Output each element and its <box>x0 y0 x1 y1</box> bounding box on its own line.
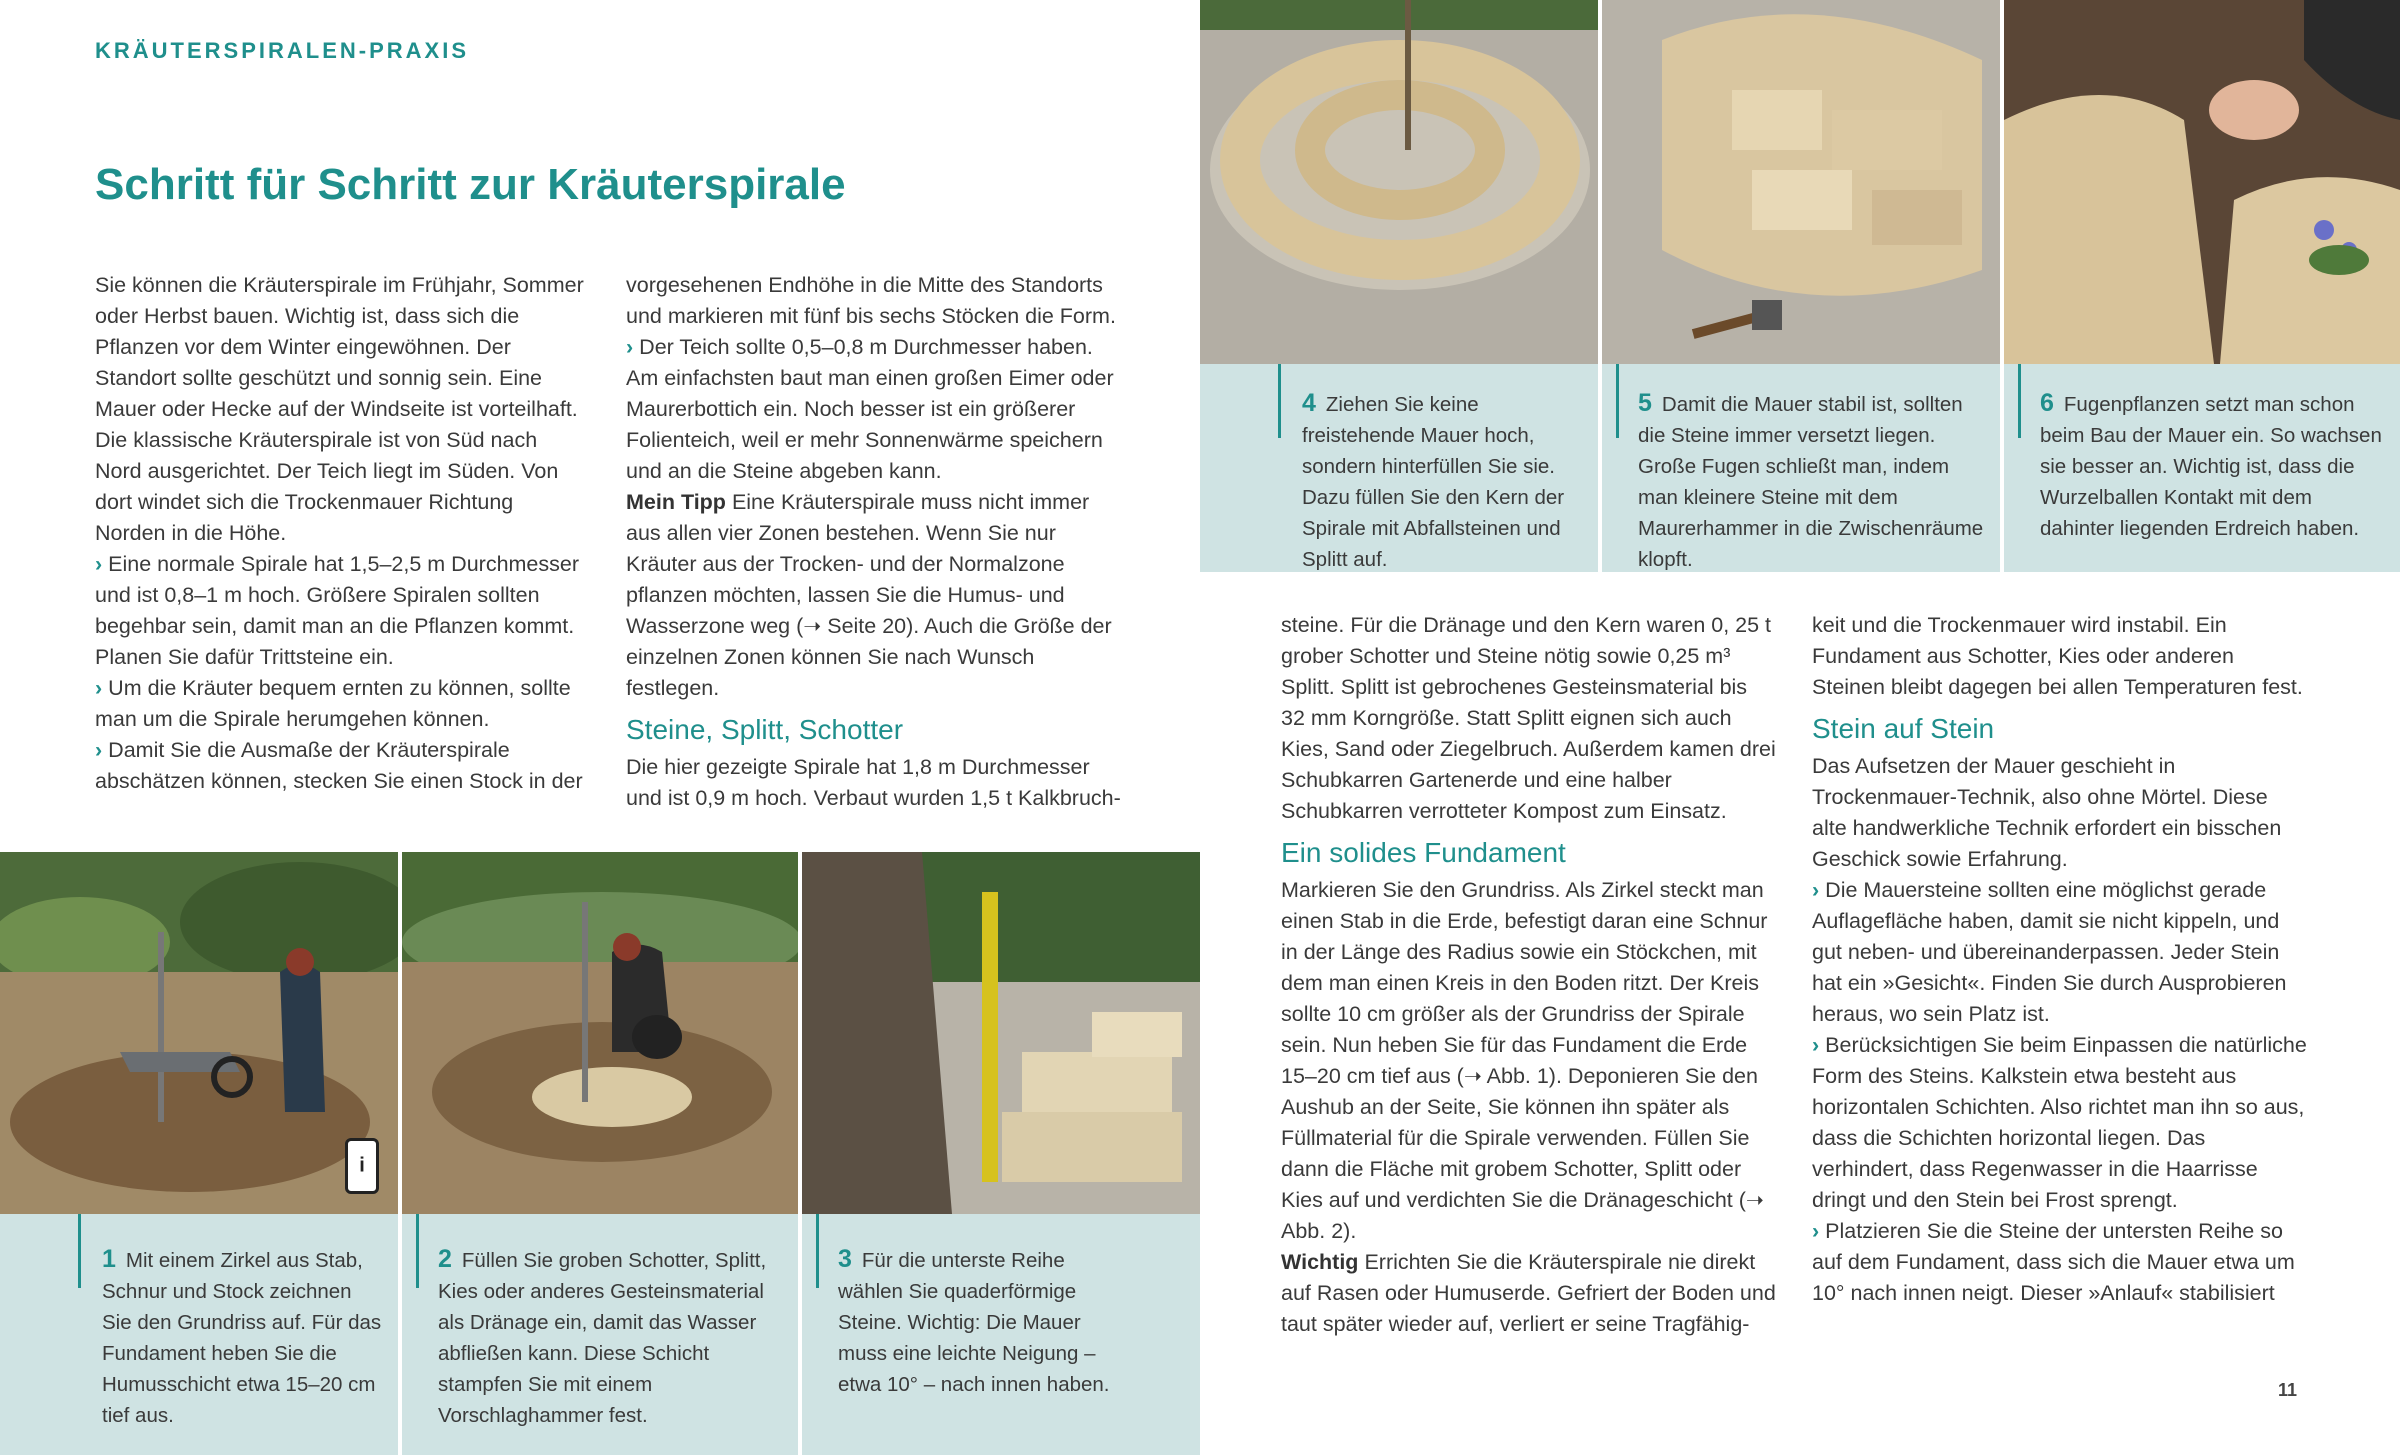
text-column-left-1 <box>95 270 585 797</box>
chevron-right-icon: › <box>95 552 103 576</box>
bullet-item: › Damit Sie die Ausmaße der Kräuterspirale abschätzen können, stecken Sie einen Stock in der <box>95 738 583 793</box>
caption-step-3: 3 Für die unterste Reihe wählen Sie quaderförmige Steine. Wichtig: Die Mauer muss eine leichte Neigung – etwa 10° – nach innen haben. <box>802 1214 1200 1455</box>
paragraph: steine. Für die Dränage und den Kern waren 0, 25 t grober Schotter und Steine nötig sowie 0,25 m³ Splitt. Splitt ist gebrochenes Gesteinsmaterial bis 32 mm Korngröße. Statt Splitt eignen sich auch Kies, Sand oder Ziegelbruch. Außerdem kamen drei Schubkarren Gartenerde und eine halber Schubkarren verrotteter Kompost zum Einsatz. <box>1281 613 1776 823</box>
paragraph: keit und die Trockenmauer wird instabil. Ein Fundament aus Schotter, Kies oder anderen Steinen bleibt dagegen bei allen Temperaturen fest. <box>1812 613 2303 699</box>
warning-label: Wichtig <box>1281 1250 1359 1274</box>
paragraph: Die hier gezeigte Spirale hat 1,8 m Durchmesser und ist 0,9 m hoch. Verbaut wurden 1,5 t Kalkbruch- <box>626 755 1121 810</box>
paragraph: Sie können die Kräuterspirale im Frühjahr, Sommer oder Herbst bauen. Wichtig ist, dass sich die Pflanzen vor dem Winter eingewöhnen. Der Standort sollte geschützt und sonnig sein. Eine Mauer oder Hecke auf der Windseite ist vorteilhaft. Die klassische Kräuterspirale ist von Süd nach Nord ausgerichtet. Der Teich liegt im Süden. Von dort windet sich die Trockenmauer Richtung Norden in die Höhe. <box>95 273 584 545</box>
page-title: Schritt für Schritt zur Kräuterspirale <box>95 160 846 209</box>
subheading: Steine, Splitt, Schotter <box>626 714 904 745</box>
text-column-right-1 <box>1281 610 1776 1340</box>
section-kicker: KRÄUTERSPIRALEN-PRAXIS <box>95 38 470 63</box>
chevron-right-icon: › <box>95 676 103 700</box>
bullet-item: › Um die Kräuter bequem ernten zu können, sollte man um die Spirale herumgehen können. <box>95 676 571 731</box>
bullet-item: › Eine normale Spirale hat 1,5–2,5 m Durchmesser und ist 0,8–1 m hoch. Größere Spiralen sollten begehbar sein, damit man an die Pflanzen kommt. Planen Sie dafür Trittsteine ein. <box>95 552 580 669</box>
paragraph: Markieren Sie den Grundriss. Als Zirkel steckt man einen Stab in die Erde, befestigt daran eine Schnur in der Länge des Radius sowie ein Stöckchen, mit dem man einen Kreis in den Boden ritzt. Der Kreis sollte 10 cm größer als der Grundriss der Spirale sein. Nun heben Sie für das Fundament die Erde 15–20 cm tief aus (➝ Abb. 1). Deponieren Sie den Aushub an der Seite, Sie können ihn später als Füllmaterial für die Spirale verwenden. Füllen Sie dann die Fläche mit grobem Schotter, Splitt oder Kies auf und verdichten Sie die Dränageschicht (➝ Abb. 2). <box>1281 878 1768 1243</box>
caption-step-2: 2 Füllen Sie groben Schotter, Splitt, Kies oder anderes Gesteinsmaterial als Dränage ein, damit das Wasser abfließen kann. Diese Schicht stampfen Sie mit einem Vorschlaghammer fest. <box>402 1214 798 1455</box>
tip-paragraph: Mein Tipp Eine Kräuterspirale muss nicht immer aus allen vier Zonen bestehen. Wenn Sie nur Kräuter aus der Trocken- und der Normalzone pflanzen möchten, lassen Sie die Humus- und Wasserzone weg (➝ Seite 20). Auch die Größe der einzelnen Zonen können Sie nach Wunsch festlegen. <box>626 490 1112 700</box>
caption-step-6: 6 Fugenpflanzen setzt man schon beim Bau der Mauer ein. So wachsen sie besser an. Wichtig ist, dass die Wurzelballen Kontakt mit dem dahinter liegenden Erdreich haben. <box>2004 364 2400 572</box>
phone-info-icon: i <box>345 1138 379 1194</box>
photo-step-2 <box>402 852 798 1214</box>
page-number: 11 <box>2278 1380 2298 1400</box>
photo-step-1 <box>0 852 398 1214</box>
text-column-right-2 <box>1812 610 2307 1309</box>
subheading: Stein auf Stein <box>1812 713 1995 744</box>
photo-step-5 <box>1602 0 2000 364</box>
paragraph: Das Aufsetzen der Mauer geschieht in Trockenmauer-Technik, also ohne Mörtel. Diese alte handwerkliche Technik erfordert ein bisschen Geschick sowie Erfahrung. <box>1812 754 2282 871</box>
photo-step-3 <box>802 852 1200 1214</box>
caption-step-5: 5 Damit die Mauer stabil ist, sollten die Steine immer versetzt liegen. Große Fugen schließt man, indem man kleinere Steine mit dem Maurerhammer in die Zwischenräume klopft. <box>1602 364 2000 572</box>
bullet-item: › Platzieren Sie die Steine der untersten Reihe so auf dem Fundament, dass sich die Mauer etwa um 10° nach innen neigt. Dieser »Anlauf« stabilisiert <box>1812 1219 2295 1305</box>
photo-step-6 <box>2004 0 2400 364</box>
tip-label: Mein Tipp <box>626 490 726 514</box>
bullet-item: › Die Mauersteine sollten eine möglichst gerade Auflagefläche haben, damit sie nicht kippeln, und gut neben- und übereinanderpassen. Jeder Stein hat ein »Gesicht«. Finden Sie durch Ausprobieren heraus, wo sein Platz ist. <box>1812 878 2287 1026</box>
text-column-left-2 <box>626 270 1121 814</box>
bullet-item: › Der Teich sollte 0,5–0,8 m Durchmesser haben. Am einfachsten baut man einen großen Eimer oder Maurerbottich ein. Noch besser ist ein größerer Folienteich, weil er mehr Sonnenwärme speichern und an die Steine abgeben kann. <box>626 335 1114 483</box>
subheading: Ein solides Fundament <box>1281 837 1566 868</box>
chevron-right-icon: › <box>1812 878 1820 902</box>
chevron-right-icon: › <box>626 335 634 359</box>
paragraph: vorgesehenen Endhöhe in die Mitte des Standorts und markieren mit fünf bis sechs Stöcken die Form. <box>626 273 1116 328</box>
caption-step-4: 4 Ziehen Sie keine freistehende Mauer hoch, sondern hinterfüllen Sie sie. Dazu füllen Sie den Kern der Spirale mit Abfallsteinen und Splitt auf. <box>1200 364 1598 572</box>
chevron-right-icon: › <box>1812 1033 1820 1057</box>
photo-step-4 <box>1200 0 1598 364</box>
chevron-right-icon: › <box>95 738 103 762</box>
bullet-item: › Berücksichtigen Sie beim Einpassen die natürliche Form des Steins. Kalkstein etwa besteht aus horizontalen Schichten. Also richtet man ihn so aus, dass die Schichten horizontal liegen. Das verhindert, dass Regenwasser in die Haarrisse dringt und den Stein bei Frost sprengt. <box>1812 1033 2307 1212</box>
warning-paragraph: Wichtig Errichten Sie die Kräuterspirale nie direkt auf Rasen oder Humuserde. Gefriert der Boden und taut später wieder auf, verliert er seine Tragfähig- <box>1281 1250 1776 1336</box>
chevron-right-icon: › <box>1812 1219 1820 1243</box>
caption-step-1: 1 Mit einem Zirkel aus Stab, Schnur und Stock zeichnen Sie den Grundriss auf. Für das Fundament heben Sie die Humusschicht etwa 15–20 cm tief aus. <box>0 1214 398 1455</box>
